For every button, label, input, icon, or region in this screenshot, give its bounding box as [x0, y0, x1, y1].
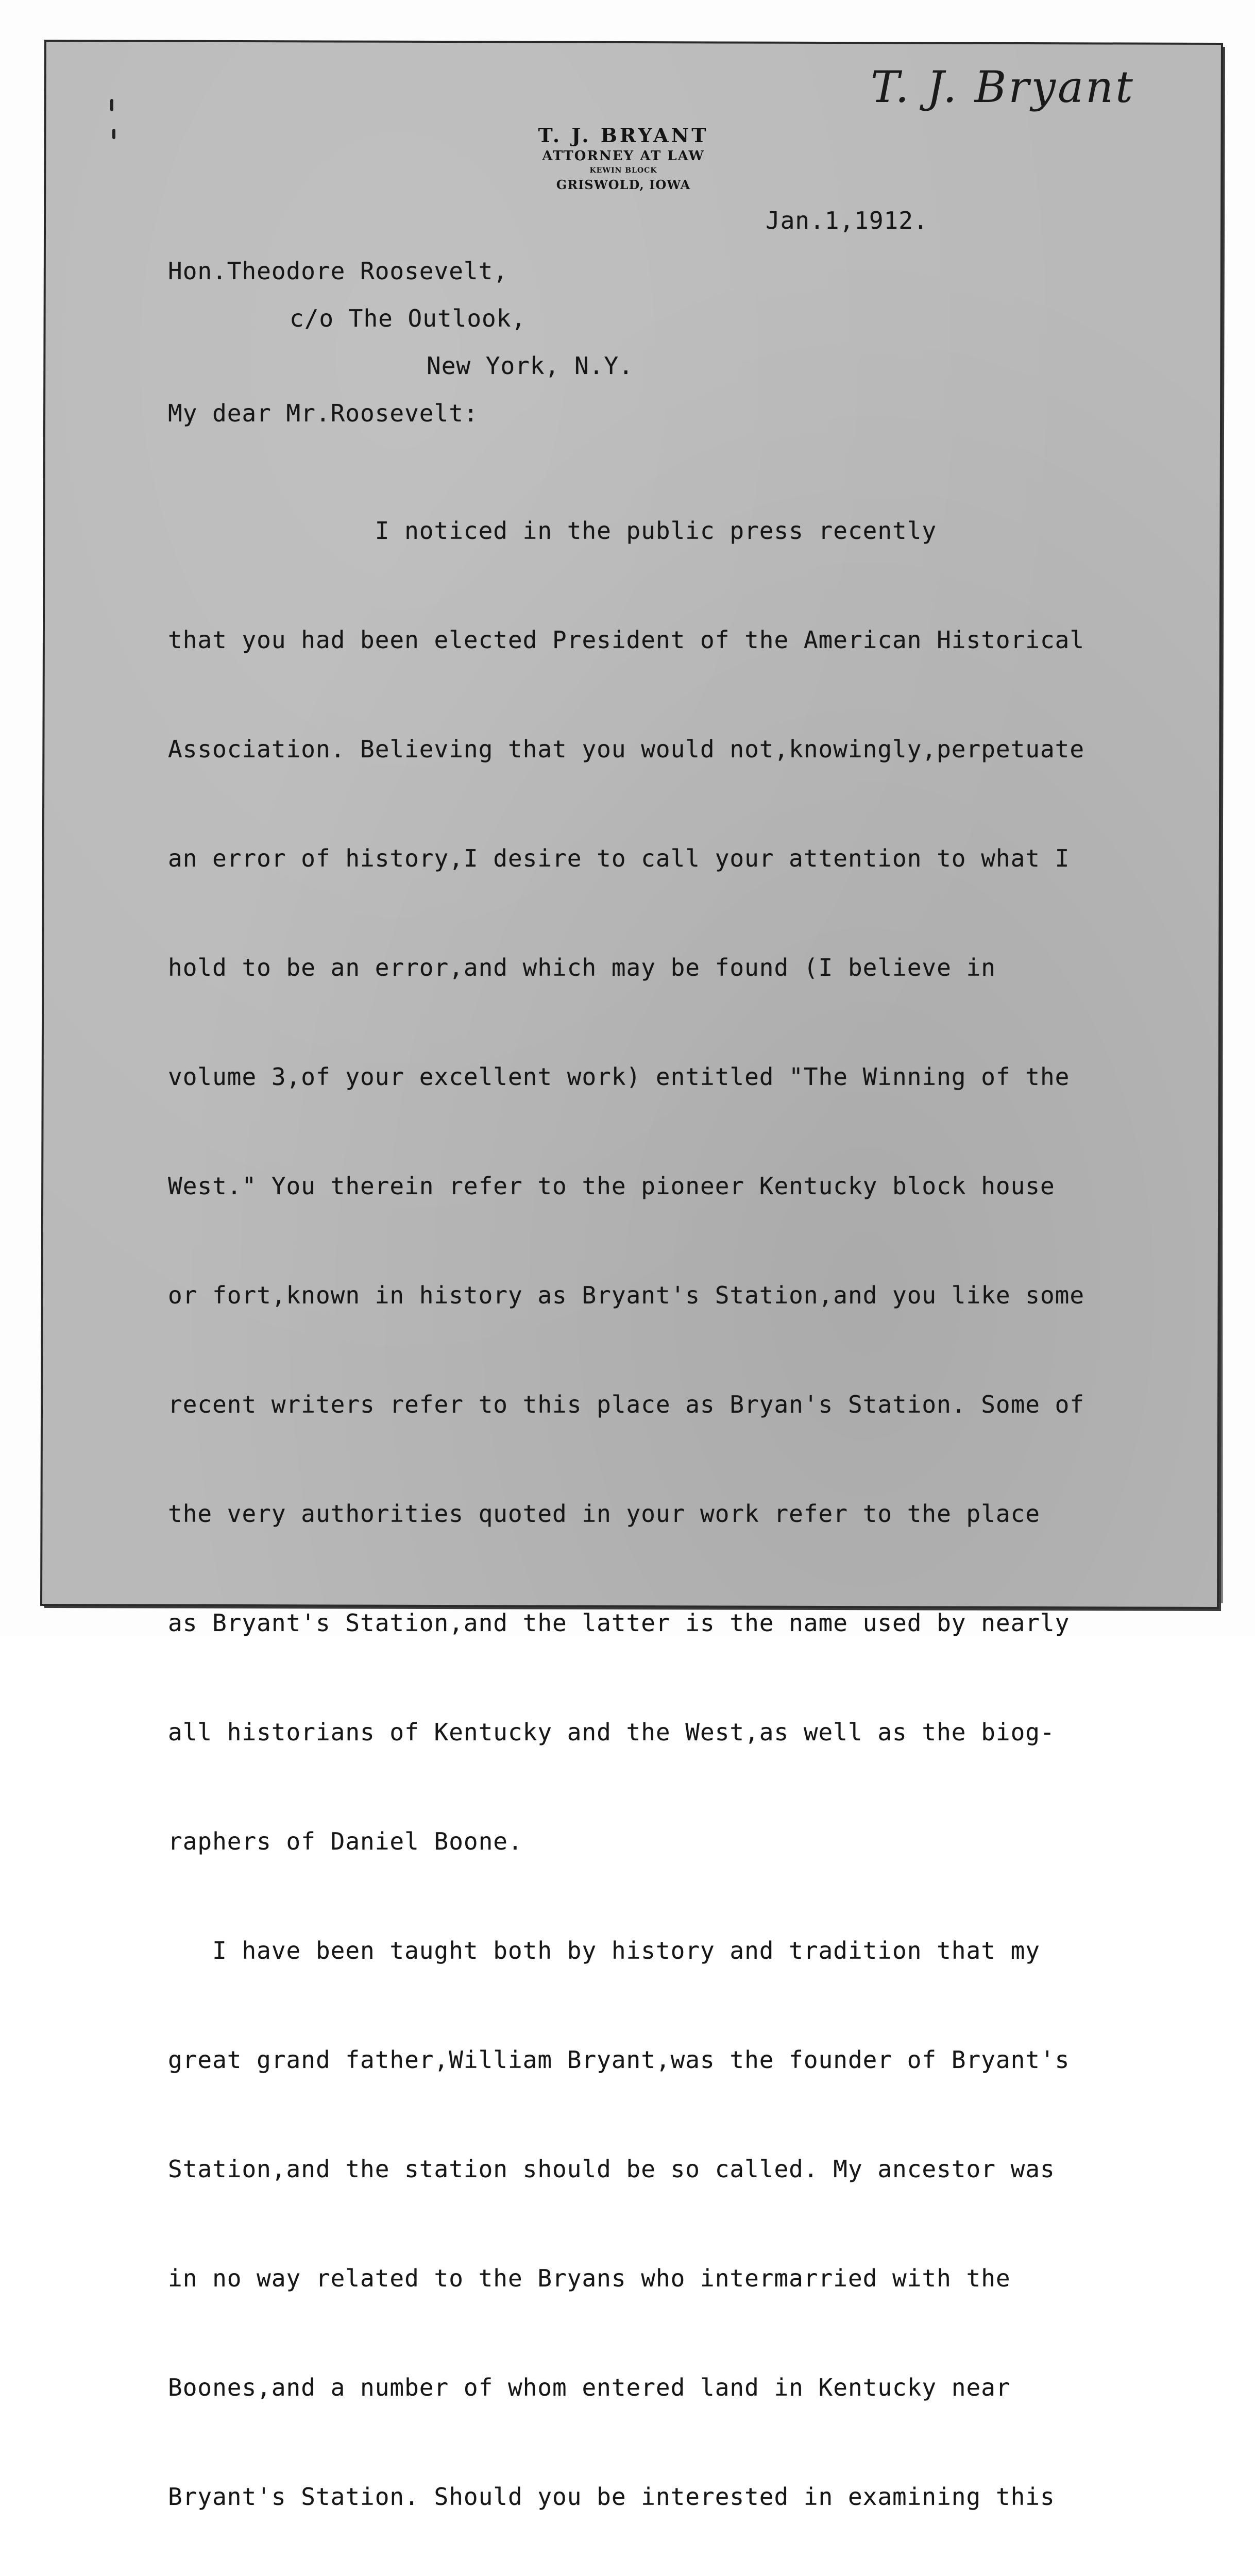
letter-body	[168, 445, 1084, 2576]
letterhead-name: T. J. BRYANT	[538, 124, 709, 147]
letter-date: Jan.1,1912.	[766, 207, 928, 234]
body-line: raphers of Daniel Boone.	[168, 1827, 523, 1855]
pin-mark-bottom	[112, 129, 115, 139]
body-line: that you had been elected President of the American Historical	[168, 626, 1085, 654]
letterhead	[479, 124, 768, 194]
body-line: Bryant's Station. Should you be interested in examining this	[168, 2483, 1055, 2511]
body-line: West." You therein refer to the pioneer Kentucky block house	[168, 1172, 1055, 1200]
body-line: I have been taught both by history and tradition that my	[168, 1937, 1040, 1964]
body-line: in no way related to the Bryans who intermarried with the	[168, 2264, 1011, 2292]
body-line: the very authorities quoted in your work refer to the place	[168, 1500, 1040, 1528]
body-line: Boones,and a number of whom entered land in Kentucky near	[168, 2374, 1011, 2401]
body-line: or fort,known in history as Bryant's Station,and you like some	[168, 1281, 1085, 1309]
letterhead-block: KEWIN BLOCK	[589, 166, 657, 175]
address-line-recipient: Hon.Theodore Roosevelt,	[168, 257, 508, 285]
address-line-care-of: c/o The Outlook,	[290, 304, 527, 332]
body-line: recent writers refer to this place as Bryan's Station. Some of	[168, 1391, 1085, 1418]
body-line: Association. Believing that you would not,knowingly,perpetuate	[168, 735, 1085, 763]
pin-mark-top	[110, 99, 113, 111]
body-line: I noticed in the public press recently	[168, 517, 937, 545]
body-line: Station,and the station should be so called. My ancestor was	[168, 2155, 1055, 2183]
body-line: great grand father,William Bryant,was the founder of Bryant's	[168, 2046, 1070, 2074]
body-line: volume 3,of your excellent work) entitled "The Winning of the	[168, 1063, 1070, 1091]
salutation: My dear Mr.Roosevelt:	[168, 399, 479, 427]
address-line-city: New York, N.Y.	[427, 352, 634, 380]
handwritten-signature: T. J. Bryant	[871, 62, 1135, 112]
letterhead-city: GRISWOLD, IOWA	[556, 177, 691, 192]
letterhead-title: ATTORNEY AT LAW	[542, 148, 705, 164]
body-line: hold to be an error,and which may be found (I believe in	[168, 954, 996, 981]
body-line: an error of history,I desire to call your attention to what I	[168, 844, 1070, 872]
body-line: as Bryant's Station,and the latter is the name used by nearly	[168, 1609, 1070, 1637]
body-line: all historians of Kentucky and the West,as well as the biog-	[168, 1718, 1055, 1746]
